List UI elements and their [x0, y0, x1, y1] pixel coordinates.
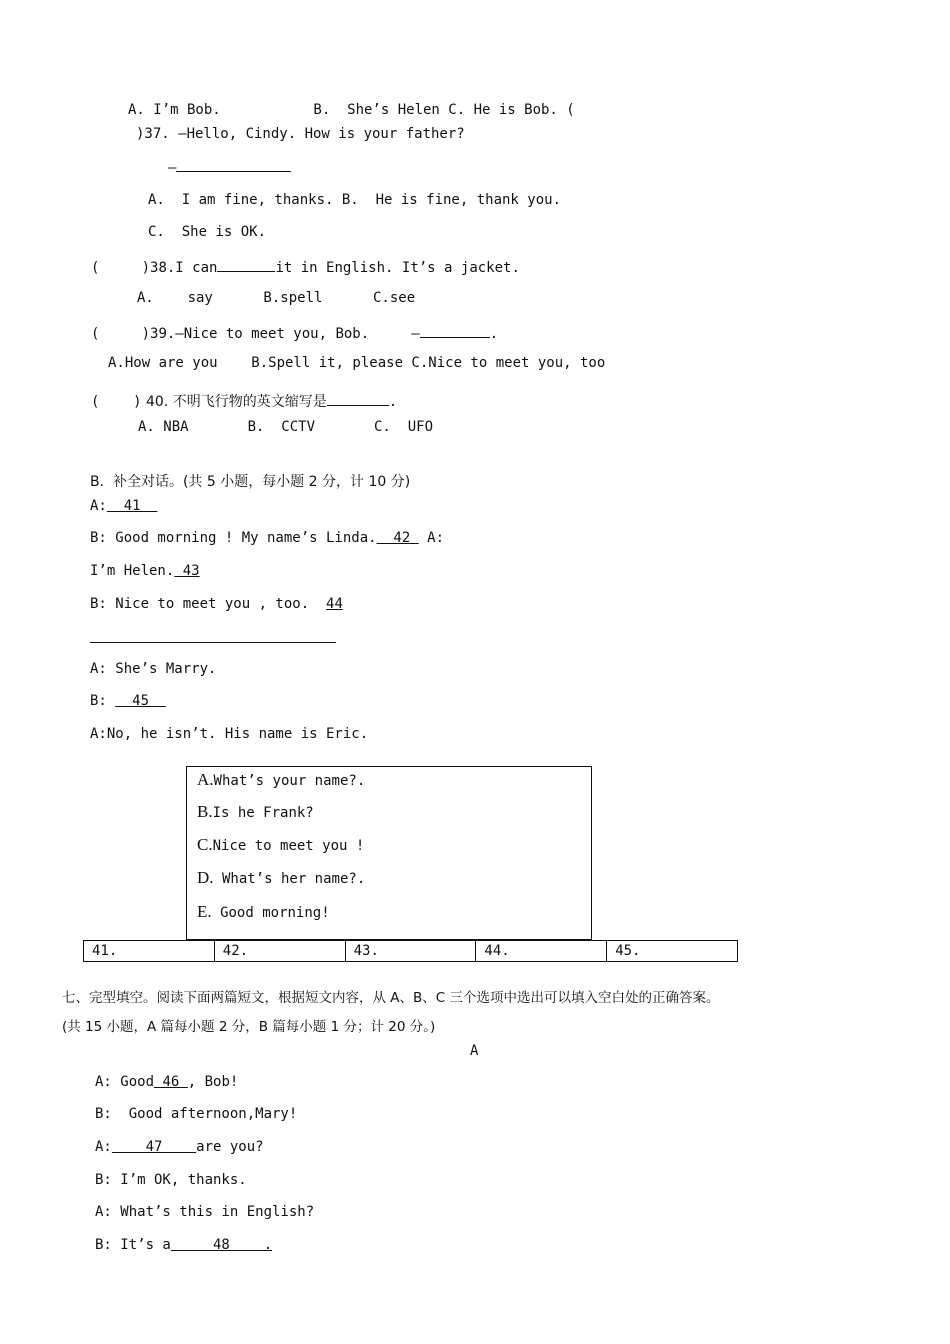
q40-prefix: 40. 不明飞行物的英文缩写是: [141, 394, 327, 410]
passage-text: are you?: [196, 1139, 264, 1155]
q39-suffix: .: [489, 326, 499, 342]
section-7-title: 七、完型填空。阅读下面两篇短文，根据短文内容，从 A、B、C 三个选项中选出可以填入空白处的正确答案。: [62, 990, 720, 1006]
q39-prefix: 39.—Nice to meet you, Bob. —: [150, 326, 420, 342]
dialog-line-a2: [90, 561, 200, 581]
dialog-line-b1: [90, 528, 444, 548]
answer-cell-44[interactable]: 44.: [476, 941, 607, 961]
passage-label: A: [470, 1043, 479, 1059]
dialog-text: A:: [418, 530, 445, 546]
q38-options: A. say B.spell C.see: [137, 290, 416, 306]
passage-line-6: [95, 1235, 272, 1255]
passage-line-3: [95, 1137, 264, 1157]
passage-text: B: It’s a: [95, 1237, 171, 1253]
q38-blank: [217, 255, 275, 272]
passage-line-2: B: Good afternoon,Mary!: [95, 1106, 298, 1122]
dialog-line-b2: [90, 594, 343, 614]
dialog-text: I’m Helen.: [90, 563, 175, 579]
passage-text: A:: [95, 1139, 112, 1155]
q38-paren: ( ): [91, 260, 151, 276]
blank-47: 47: [111, 1139, 197, 1155]
choices-box: [186, 766, 592, 940]
dialog-line-a4: A:No, he isn’t. His name is Eric.: [90, 726, 369, 742]
q38-question: [91, 255, 520, 278]
q37-answer-line: [168, 155, 291, 178]
passage-text: , Bob!: [187, 1074, 239, 1090]
answer-cell-43[interactable]: 43.: [346, 941, 477, 961]
choice-a: [197, 770, 365, 791]
q38-prefix: 38.I can: [150, 260, 218, 276]
dialog-line-b3: [90, 691, 166, 711]
dialog-text: B: Nice to meet you , too.: [90, 596, 327, 612]
speaker-label: B:: [90, 693, 116, 709]
choice-e: [197, 902, 330, 923]
answer-cell-45[interactable]: 45.: [615, 943, 641, 959]
choice-text: Nice to meet you !: [212, 838, 365, 854]
passage-line-5: A: What’s this in English?: [95, 1204, 315, 1220]
blank-41: 41: [106, 498, 158, 514]
dialog-text: B: Good morning ! My name’s Linda.: [90, 530, 377, 546]
choice-letter: B.: [197, 802, 213, 821]
q37-question: )37. —Hello, Cindy. How is your father?: [136, 126, 465, 142]
choice-letter: C.: [197, 835, 213, 854]
choice-text: Is he Frank?: [212, 805, 314, 821]
q37-options-ab: A. I am fine, thanks. B. He is fine, thank you.: [148, 192, 562, 208]
answer-cell-41[interactable]: 41.: [84, 941, 215, 961]
choice-letter: A.: [197, 770, 214, 789]
choice-text: Good morning!: [211, 905, 330, 921]
dialog-line-a3: A: She’s Marry.: [90, 661, 217, 677]
q36-options: A. I’m Bob. B. She’s Helen C. He is Bob. (: [128, 102, 575, 118]
q40-paren: ( ): [91, 394, 142, 410]
section-7-subtitle: (共 15 小题，A 篇每小题 2 分，B 篇每小题 1 分；计 20 分。): [62, 1019, 436, 1035]
q40-options: A. NBA B. CCTV C. UFO: [138, 419, 434, 435]
blank-44-line: [90, 642, 336, 643]
dialog-line-a1: [90, 496, 157, 516]
choice-c: [197, 835, 364, 856]
answer-table: [83, 940, 738, 962]
q40-question: [91, 389, 397, 412]
blank-46: 46: [154, 1074, 188, 1090]
blank-42: 42: [376, 530, 419, 546]
choice-letter: E.: [197, 902, 212, 921]
q39-options: A.How are you B.Spell it, please C.Nice to meet you, too: [108, 355, 606, 371]
q37-dash: —: [168, 160, 177, 176]
choice-letter: D.: [197, 868, 214, 887]
q37-option-c: C. She is OK.: [148, 224, 267, 240]
q40-blank: [327, 389, 389, 406]
choice-text: What’s your name?.: [213, 773, 366, 789]
choice-d: [197, 868, 365, 889]
blank-48: 48 .: [170, 1237, 273, 1253]
passage-line-1: [95, 1072, 238, 1092]
blank-43: 43: [174, 563, 200, 579]
q38-suffix: it in English. It’s a jacket.: [275, 260, 520, 276]
blank-44: 44: [326, 596, 343, 612]
q39-paren: ( ): [91, 326, 151, 342]
section-b-title: B. 补全对话。(共 5 小题，每小题 2 分，计 10 分): [90, 474, 411, 490]
passage-text: A: Good: [95, 1074, 155, 1090]
q39-blank: [420, 321, 490, 338]
q40-suffix: .: [388, 394, 398, 410]
choice-b: [197, 802, 314, 823]
answer-cell-42[interactable]: 42.: [215, 941, 346, 961]
speaker-label: A:: [90, 498, 107, 514]
q39-question: [91, 321, 498, 344]
passage-line-4: B: I’m OK, thanks.: [95, 1172, 247, 1188]
q37-blank: [176, 155, 291, 172]
blank-45: 45: [115, 693, 166, 709]
choice-text: What’s her name?.: [213, 871, 366, 887]
